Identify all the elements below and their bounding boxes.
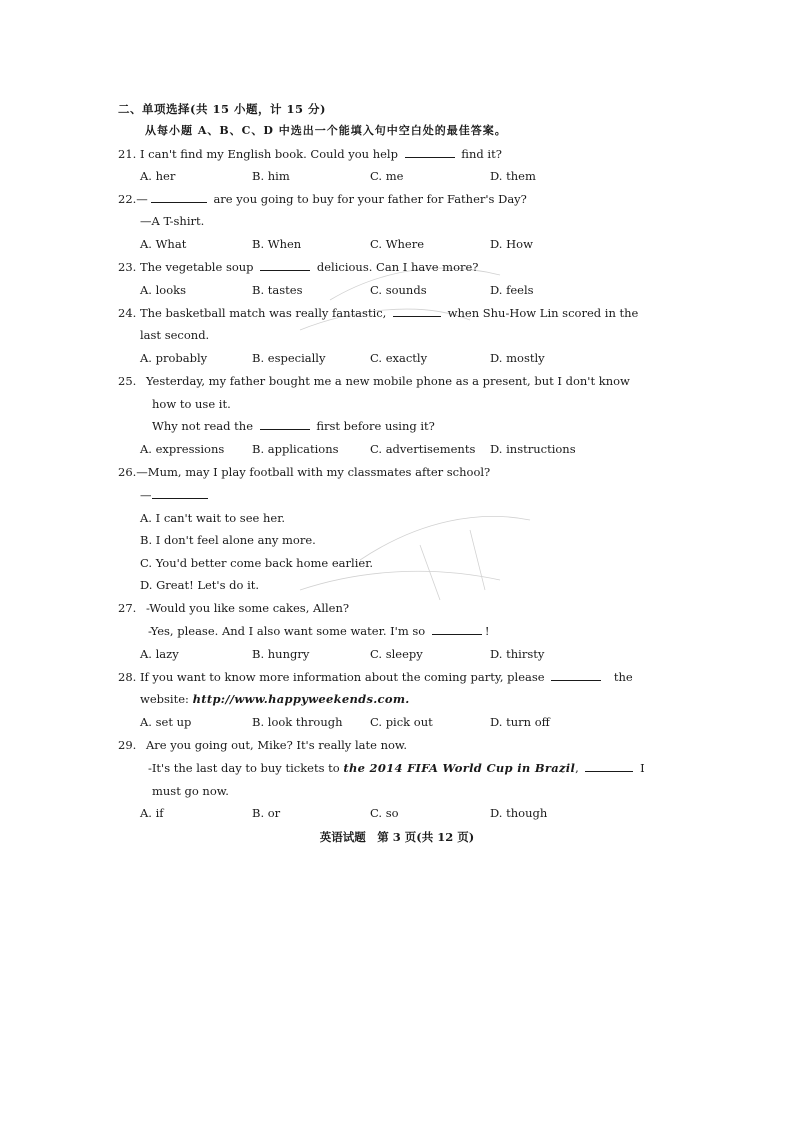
answer-blank [260,419,310,430]
answer-blank [405,147,455,158]
question-28 [118,670,633,684]
option-c: C. Where [370,237,425,251]
answer-blank [151,192,207,203]
question-stem: -Yes, please. And I also want some water. I'm so [148,624,426,638]
page-footer: 英语试题 第 3 页(共 12 页) [319,830,475,844]
question-number: 23. [118,260,137,274]
question-number: 24. [118,306,137,320]
question-stem-line [152,419,435,433]
question-number: 25. [118,374,137,388]
question-reply-line [148,761,645,775]
question-stem: The basketball match was really fantastic, [139,306,387,320]
option-c: C. me [370,169,404,183]
option-b: B. I don't feel alone any more. [140,533,316,547]
question-23 [118,260,478,274]
answer-blank [152,488,208,499]
option-d: D. mostly [490,351,545,365]
question-reply-line [148,624,490,638]
question-stem: , [575,761,579,775]
question-number: 27. [118,601,137,615]
question-stem: first before using it? [316,419,435,433]
question-stem: Why not read the [152,419,253,433]
answer-blank [432,624,482,635]
question-stem-line [140,692,410,706]
option-d: D. Great! Let's do it. [140,578,260,592]
question-stem: are you going to buy for your father for Father's Day? [213,192,527,206]
option-c: C. sounds [370,283,427,297]
answer-blank [393,306,441,317]
question-stem: — [136,192,148,206]
option-d: D. feels [490,283,534,297]
question-24 [118,306,638,320]
question-stem: find it? [461,147,502,161]
option-a: A. her [140,169,176,183]
answer-blank [260,260,310,271]
section-title: 二、单项选择(共 15 小题，计 15 分) [118,102,326,116]
question-25 [118,374,630,388]
question-stem: delicious. Can I have more? [316,260,479,274]
question-stem: The vegetable soup [139,260,254,274]
question-stem: — [140,488,152,502]
question-stem: last second. [140,328,210,342]
question-stem: I can't find my English book. Could you help [139,147,398,161]
option-b: B. tastes [252,283,303,297]
question-reply: —A T-shirt. [140,214,205,228]
question-22 [118,192,527,206]
question-stem: must go now. [152,784,229,798]
option-c: C. exactly [370,351,428,365]
option-c: C. You'd better come back home earlier. [140,556,374,570]
answer-blank [585,761,633,772]
question-number: 26. [118,465,137,479]
question-26 [118,465,490,479]
question-stem: how to use it. [152,397,231,411]
question-stem: when Shu-How Lin scored in the [447,306,639,320]
event-name: the 2014 FIFA World Cup in Brazil [343,761,576,775]
question-reply-line [140,488,211,502]
option-d: D. thirsty [490,647,545,661]
question-stem: -It's the last day to buy tickets to [148,761,344,775]
question-stem: ! [484,624,490,638]
option-b: B. hungry [252,647,310,661]
question-number: 22. [118,192,137,206]
option-d: D. instructions [490,442,576,456]
question-stem: I [640,761,645,775]
option-d: D. turn off [490,715,550,729]
option-b: B. applications [252,442,339,456]
question-stem: If you want to know more information about the coming party, please [139,670,545,684]
website-url: http://www.happyweekends.com. [192,692,410,706]
answer-blank [551,670,601,681]
section-instruction: 从每小题 A、B、C、D 中选出一个能填入句中空白处的最佳答案。 [145,124,507,137]
question-21 [118,147,502,161]
option-a: A. expressions [140,442,225,456]
question-stem: the [613,670,633,684]
question-stem: Are you going out, Mike? It's really late now. [145,738,408,752]
option-a: A. set up [140,715,192,729]
option-b: B. look through [252,715,343,729]
question-stem: website: [140,692,193,706]
option-c: C. sleepy [370,647,423,661]
option-b: B. When [252,237,302,251]
question-27 [118,601,349,615]
option-c: C. advertisements [370,442,476,456]
question-number: 21. [118,147,137,161]
option-a: A. if [140,806,164,820]
question-number: 29. [118,738,137,752]
option-d: D. How [490,237,533,251]
option-c: C. so [370,806,399,820]
option-a: A. I can't wait to see her. [140,511,286,525]
question-stem: Yesterday, my father bought me a new mobile phone as a present, but I don't know [145,374,630,388]
question-stem: -Would you like some cakes, Allen? [145,601,350,615]
question-stem: —Mum, may I play football with my classmates after school? [136,465,491,479]
option-c: C. pick out [370,715,433,729]
question-number: 28. [118,670,137,684]
option-d: D. though [490,806,548,820]
option-d: D. them [490,169,536,183]
option-a: A. looks [140,283,187,297]
option-b: B. him [252,169,290,183]
option-b: B. especially [252,351,326,365]
option-b: B. or [252,806,281,820]
option-a: A. lazy [140,647,179,661]
option-a: A. probably [140,351,208,365]
option-a: A. What [140,237,187,251]
question-29 [118,738,407,752]
